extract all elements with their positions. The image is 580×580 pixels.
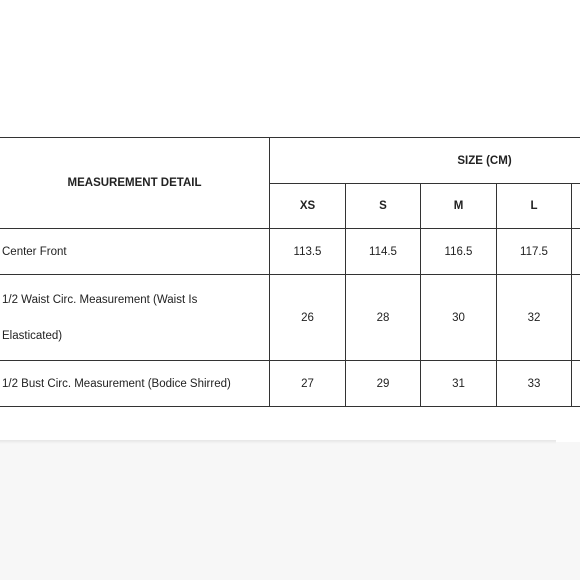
table-row [0, 229, 580, 275]
size-xs: XS [270, 184, 346, 229]
cell-value [572, 361, 580, 407]
row-label: 1/2 Bust Circ. Measurement (Bodice Shirred) [0, 361, 270, 407]
cell-value: 116.5 [421, 229, 497, 275]
header-row [0, 138, 580, 184]
cell-value: 33 [497, 361, 572, 407]
size-chart-table [0, 137, 580, 407]
cell-value: 29 [346, 361, 421, 407]
cell-value: 26 [270, 275, 346, 361]
row-label: Center Front [0, 229, 270, 275]
row-label-text: 1/2 Waist Circ. Measurement (Waist Is Elasticated) [2, 293, 198, 342]
size-m: M [421, 184, 497, 229]
size-cut-off [572, 184, 580, 229]
table-row [0, 361, 580, 407]
cell-value: 114.5 [346, 229, 421, 275]
cell-value: 28 [346, 275, 421, 361]
size-header: SIZE (CM) [270, 138, 580, 184]
size-l: L [497, 184, 572, 229]
table-row [0, 275, 580, 361]
cell-value [572, 275, 580, 361]
sheet-shadow [0, 440, 556, 444]
row-label [0, 275, 270, 361]
cell-value [572, 229, 580, 275]
cell-value: 117.5 [497, 229, 572, 275]
measurement-detail-header: MEASUREMENT DETAIL [0, 138, 270, 229]
cell-value: 31 [421, 361, 497, 407]
cell-value: 27 [270, 361, 346, 407]
cell-value: 113.5 [270, 229, 346, 275]
cell-value: 32 [497, 275, 572, 361]
size-s: S [346, 184, 421, 229]
cell-value: 30 [421, 275, 497, 361]
